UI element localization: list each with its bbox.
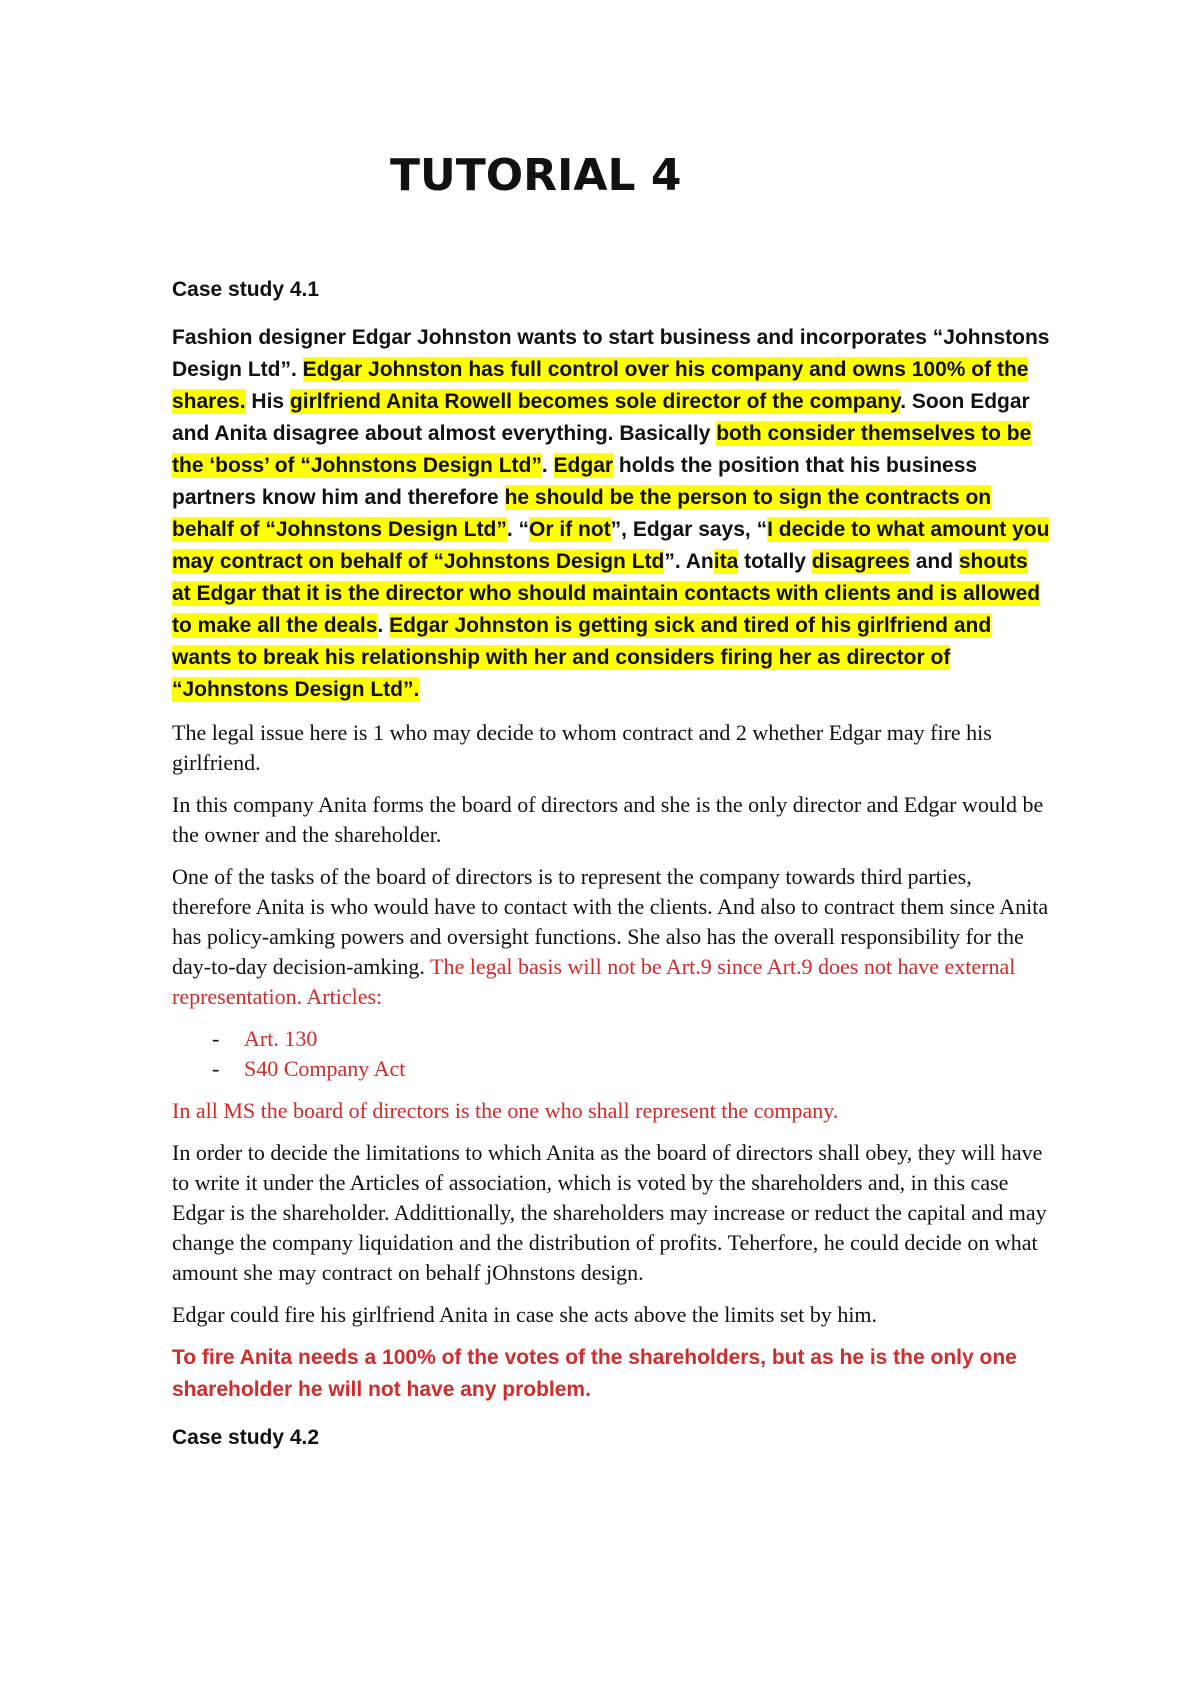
paragraph-votes: To fire Anita needs a 100% of the votes of the shareholders, but as he is the only one shareholder he will not have any problem. [172,1346,1017,1401]
paragraph-legal-issue: The legal issue here is 1 who may decide to whom contract and 2 whether Edgar may fire his girlfriend. [172,720,992,775]
paragraph-fire: Edgar could fire his girlfriend Anita in case she acts above the limits set by him. [172,1302,878,1327]
highlighted-text: Or if not [529,518,611,541]
highlighted-text: Edgar [553,454,614,477]
paragraph-ms: In all MS the board of directors is the one who shall represent the company. [172,1098,839,1123]
case-text-segment: . “ [506,518,530,541]
article-item [172,1054,1052,1084]
paragraph-tasks [172,862,1052,1012]
case-text-segment: . [377,614,390,637]
paragraph-board: In this company Anita forms the board of directors and she is the only director and Edgar would be the owner and the shareholder. [172,792,1044,847]
document-body [172,278,1052,1470]
case-text-segment: ”. An [664,550,714,573]
case-study-text [172,322,1052,706]
list-bullet: - [212,1026,220,1051]
list-bullet: - [212,1056,220,1081]
document-title: TUTORIAL 4 [390,150,682,201]
case-text-segment: . [541,454,554,477]
case-text-segment: Fashion designer Edgar Johnston wants to start business and incorporates “Johnstons Design Ltd”. [172,326,1050,381]
case-text-segment: totally [738,550,812,573]
case-study-4-1-heading: Case study 4.1 [172,278,320,301]
highlighted-text: girlfriend Anita Rowell becomes sole director of the company [289,390,901,413]
case-text-segment: holds the position that his business partners know him and therefore [172,454,978,509]
article-label: S40 Company Act [244,1056,406,1081]
article-label: Art. 130 [244,1026,318,1051]
case-text-segment: and [909,550,959,573]
case-text-segment: . Soon Edgar and Anita disagree about almost everything. Basically [172,390,1030,445]
articles-list [172,1024,1052,1084]
paragraph-limits: In order to decide the limitations to which Anita as the board of directors shall obey, they will have to write it under the Articles of association, which is voted by the shareholders and, in this case Edgar is the shareholder. Addittionally, the shareholders may increase or reduct the capital and may change the company liquidation and the distribution of profits. Teherfore, he could decide on what amount she may contract on behalf jOhnstons design. [172,1140,1047,1285]
highlighted-text: ita [713,550,739,573]
highlighted-text: Edgar Johnston is getting sick and tired of his girlfriend and wants to break his relationship with her and considers firing her as director of “Johnstons Design Ltd”. [172,614,992,701]
case-text-segment: His [245,390,290,413]
highlighted-text: disagrees [811,550,910,573]
article-item [172,1024,1052,1054]
highlighted-text: shouts at Edgar that it is the director who should maintain contacts with clients and is allowed to make all the deals [172,550,1041,637]
highlighted-text: he should be the person to sign the contracts on behalf of “Johnstons Design Ltd” [172,486,992,541]
case-study-4-2-heading: Case study 4.2 [172,1426,320,1449]
paragraph-tasks-legal-basis: The legal basis will not be Art.9 since Art.9 does not have external representation. Articles: [172,954,1016,1009]
case-text-segment: ”, Edgar says, “ [610,518,768,541]
highlighted-text: Edgar Johnston has full control over his company and owns 100% of the shares. [172,358,1029,413]
highlighted-text: both consider themselves to be the ‘boss’ of “Johnstons Design Ltd” [172,422,1032,477]
highlighted-text: I decide to what amount you may contract on behalf of “Johnstons Design Ltd [172,518,1050,573]
paragraph-tasks-text: One of the tasks of the board of directors is to represent the company towards third parties, therefore Anita is who would have to contact with the clients. And also to contract them since Anita has policy-amking powers and oversight functions. She also has the overall responsibility for the day-to-day decision-amking. [172,864,1049,979]
